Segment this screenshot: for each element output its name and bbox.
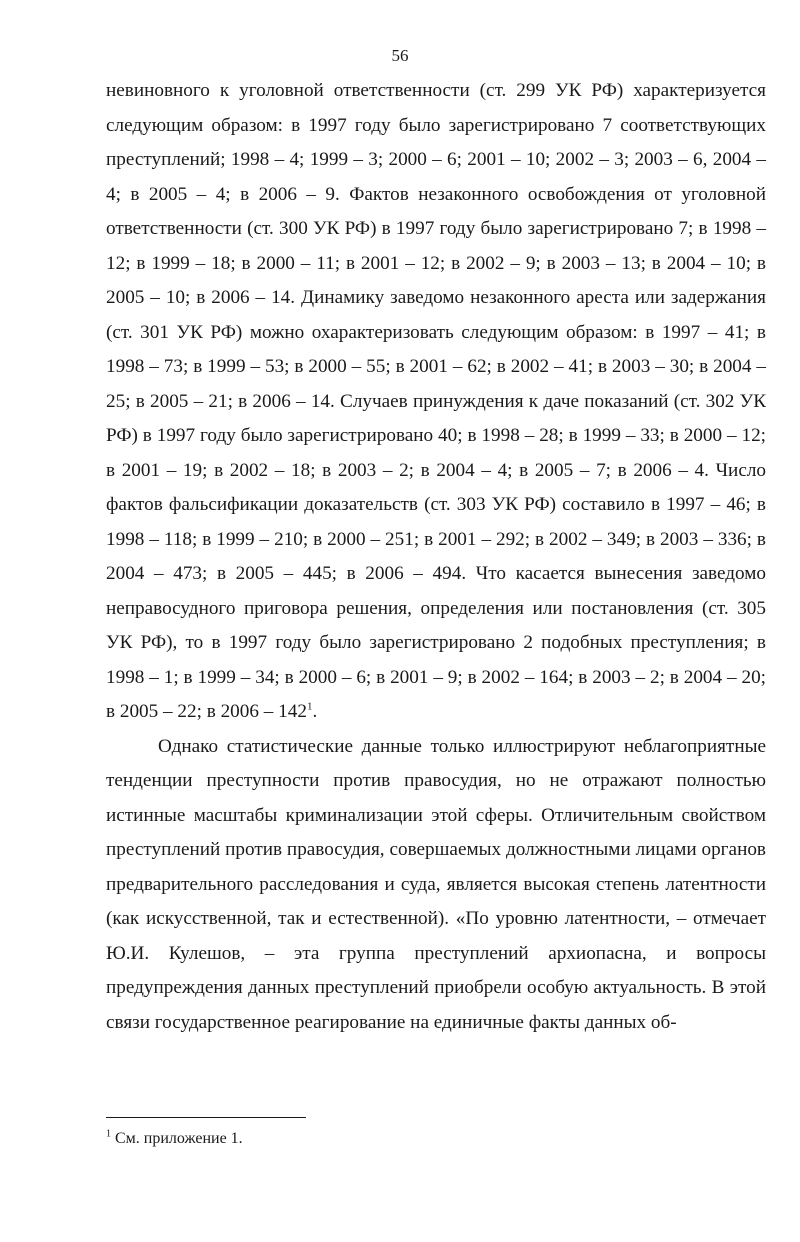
paragraph-trailing-punctuation: . — [312, 701, 318, 722]
footnote-marker: 1 — [106, 1128, 111, 1140]
paragraph-latency — [106, 730, 766, 1041]
paragraph-statistics — [106, 74, 766, 730]
footnote-divider — [106, 1117, 306, 1118]
paragraph-text: невиновного к уголовной ответственности (ст. 299 УК РФ) характеризуется следующим образом: в 1997 году было зарегистрировано 7 соответствующих преступлений; 1998 – 4; 1999 – 3; 2000 – 6; 2001 – 10; 2002 – 3; 2003 – 6, 2004 – 4; в 2005 – 4; в 2006 – 9. Фактов незаконного освобождения от уголовной ответственности (ст. 300 УК РФ) в 1997 году было зарегистрировано 7; в 1998 – 12; в 1999 – 18; в 2000 – 11; в 2001 – 12; в 2002 – 9; в 2003 – 13; в 2004 – 10; в 2005 – 10; в 2006 – 14. Динамику заведомо незаконного ареста или задержания (ст. 301 УК РФ) можно охарактеризовать следующим образом: в 1997 – 41; в 1998 – 73; в 1999 – 53; в 2000 – 55; в 2001 – 62; в 2002 – 41; в 2003 – 30; в 2004 – 25; в 2005 – 21; в 2006 – 14. Случаев принуждения к даче показаний (ст. 302 УК РФ) в 1997 году было зарегистрировано 40; в 1998 – 28; в 1999 – 33; в 2000 – 12; в 2001 – 19; в 2002 – 18; в 2003 – 2; в 2004 – 4; в 2005 – 7; в 2006 – 4. Число фактов фальсификации доказательств (ст. 303 УК РФ) составило в 1997 – 46; в 1998 – 118; в 1999 – 210; в 2000 – 251; в 2001 – 292; в 2002 – 349; в 2003 – 336; в 2004 – 473; в 2005 – 445; в 2006 – 494. Что касается вынесения заведомо неправосудного приговора решения, определения или постановления (ст. 305 УК РФ), то в 1997 году было зарегистрировано 2 подобных преступления; в 1998 – 1; в 1999 – 34; в 2000 – 6; в 2001 – 9; в 2002 – 164; в 2003 – 2; в 2004 – 20; в 2005 – 22; в 2006 – 142 — [106, 80, 766, 722]
paragraph-text: Однако статистические данные только иллюстрируют неблагоприятные тенденции преступности против правосудия, но не отражают полностью истинные масштабы криминализации этой сферы. Отличительным свойством преступлений против правосудия, совершаемых должностными лицами органов предварительного расследования и суда, является высокая степень латентности (как искусственной, так и естественной). «По уровню латентности, – отмечает Ю.И. Кулешов, – эта группа преступлений архиопасна, и вопросы предупреждения данных преступлений приобрели особую актуальность. В этой связи государственное реагирование на единичные факты данных об- — [106, 735, 766, 1033]
page-number: 56 — [391, 46, 409, 65]
footnote-reference[interactable]: 1 — [306, 700, 313, 713]
footnote-text: См. приложение 1. — [111, 1130, 243, 1147]
body-text — [106, 74, 766, 1040]
footnote — [106, 1128, 766, 1150]
